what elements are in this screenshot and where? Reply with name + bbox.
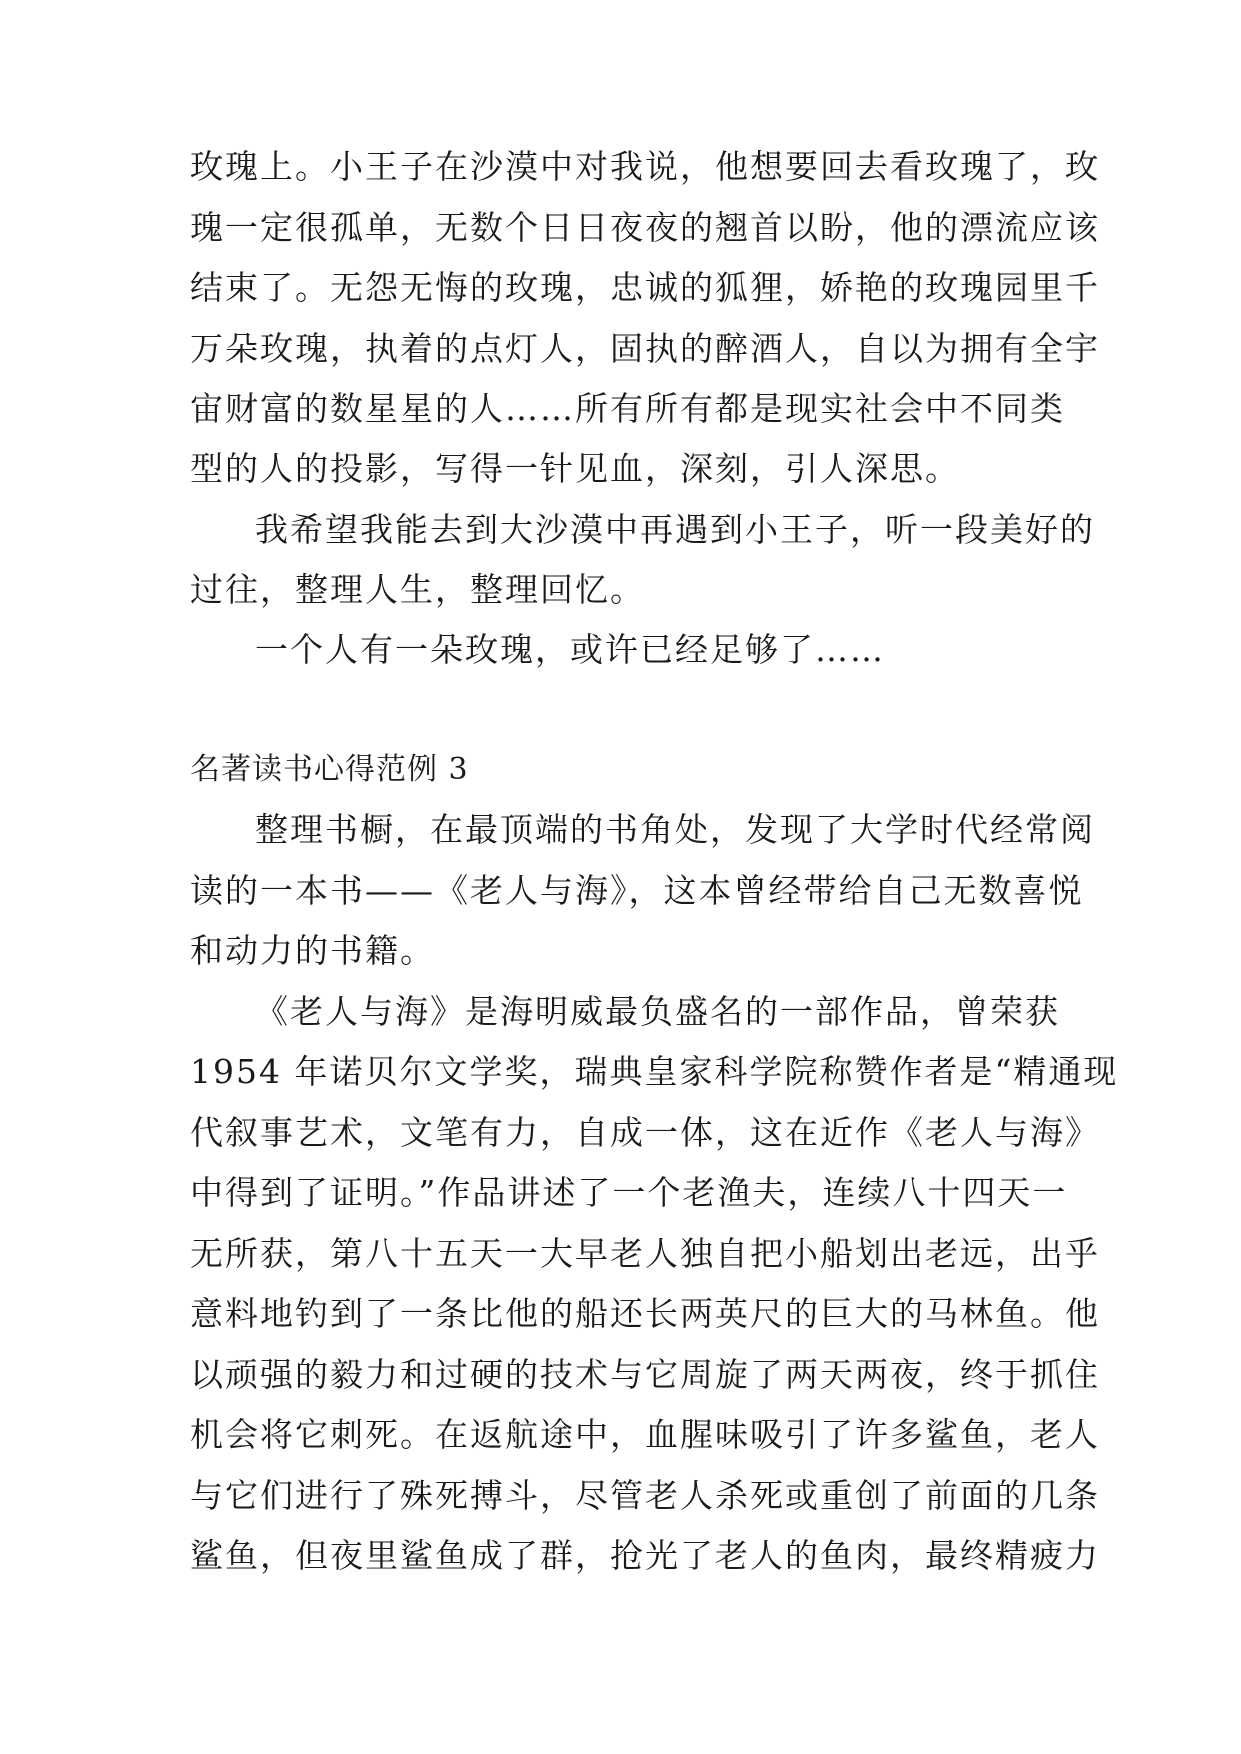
text-line: 瑰一定很孤单，无数个日日夜夜的翘首以盼，他的漂流应该 bbox=[190, 208, 1100, 247]
section-heading: 名著读书心得范例 3 bbox=[190, 752, 469, 787]
text-line: 玫瑰上。小王子在沙漠中对我说，他想要回去看玫瑰了，玫 bbox=[190, 147, 1100, 186]
text-line: 过往，整理人生，整理回忆。 bbox=[190, 570, 645, 609]
text-line: 1954 年诺贝尔文学奖，瑞典皇家科学院称赞作者是“精通现 bbox=[190, 1052, 1119, 1091]
text-line: 整理书橱，在最顶端的书角处，发现了大学时代经常阅 bbox=[255, 810, 1095, 849]
text-line: 型的人的投影，写得一针见血，深刻，引人深思。 bbox=[190, 449, 960, 488]
text-line: 与它们进行了殊死搏斗，尽管老人杀死或重创了前面的几条 bbox=[190, 1476, 1100, 1515]
text-line: 我希望我能去到大沙漠中再遇到小王子，听一段美好的 bbox=[255, 510, 1095, 549]
text-line: 无所获，第八十五天一大早老人独自把小船划出老远，出乎 bbox=[190, 1234, 1100, 1273]
text-line: 以顽强的毅力和过硬的技术与它周旋了两天两夜，终于抓住 bbox=[190, 1355, 1100, 1394]
text-line: 意料地钓到了一条比他的船还长两英尺的巨大的马林鱼。他 bbox=[190, 1294, 1100, 1333]
text-line: 结束了。无怨无悔的玫瑰，忠诚的狐狸，娇艳的玫瑰园里千 bbox=[190, 268, 1100, 307]
text-line: 中得到了证明。”作品讲述了一个老渔夫，连续八十四天一 bbox=[190, 1173, 1068, 1212]
text-line: 一个人有一朵玫瑰，或许已经足够了…… bbox=[255, 630, 885, 669]
text-line: 机会将它刺死。在返航途中，血腥味吸引了许多鲨鱼，老人 bbox=[190, 1415, 1100, 1454]
text-line: 鲨鱼，但夜里鲨鱼成了群，抢光了老人的鱼肉，最终精疲力 bbox=[190, 1536, 1100, 1575]
text-line: 宙财富的数星星的人……所有所有都是现实社会中不同类 bbox=[190, 389, 1065, 428]
text-line: 和动力的书籍。 bbox=[190, 931, 435, 970]
text-line: 代叙事艺术，文笔有力，自成一体，这在近作《老人与海》 bbox=[190, 1113, 1100, 1152]
text-line: 《老人与海》是海明威最负盛名的一部作品，曾荣获 bbox=[255, 992, 1060, 1031]
text-line: 万朵玫瑰，执着的点灯人，固执的醉酒人，自以为拥有全宇 bbox=[190, 329, 1100, 368]
text-line: 读的一本书——《老人与海》，这本曾经带给自己无数喜悦 bbox=[190, 871, 1084, 910]
